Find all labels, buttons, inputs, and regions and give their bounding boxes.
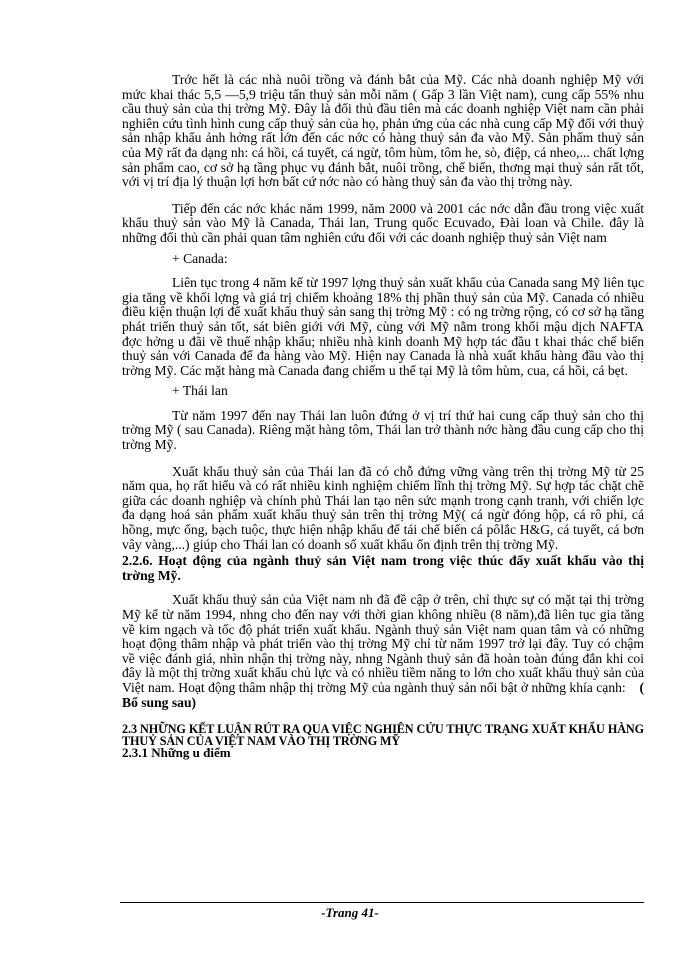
bullet-thailan: + Thái lan <box>172 383 228 399</box>
bullet-canada: + Canada: <box>172 250 228 266</box>
paragraph-competitors: Tiếp đến các nớc khác năm 1999, năm 2000 và 2001 các nớc dẫn đầu trong việc xuất khẩu thuỷ sản vào Mỹ là Canada, Thái lan, Trung quốc Ecuvado, Đài loan và Chile. đây là những đối thủ cần phải quan tâm nghiên cứu đối với các doanh nghiệp thuỷ sản Việt nam <box>122 200 644 245</box>
paragraph-us-producers: Trớc hết là các nhà nuôi trồng và đánh bắt của Mỹ. Các nhà doanh nghiệp Mỹ với mức khai thác 5,5 —5,9 triệu tấn thuỷ sản mỗi năm ( Gấp 3 lần Việt nam), cung cấp 55% nhu cầu thuỷ sản của thị trờng Mỹ. Đây là đối thủ đầu tiên mà các doanh nghiệp Việt nam cần phải nghiên cứu tình hình cung cấp thuỷ sản của họ, phản ứng của các nhà cung cấp Mỹ đối với thuỷ sản nhập khẩu ảnh hởng rất lớn đến các nớc có hàng thuỷ sản đa vào Mỹ. Sản phẩm thuỷ sản của Mỹ rất đa dạng nh: cá hồi, cá tuyết, cá ngừ, tôm hùm, tôm he, sò, điệp, cá nheo,... chất lợng sản phẩm cao, cơ sở hạ tầng phục vụ đánh bắt, nuôi trồng, chế biến, thơng mại thuỷ sản rất tốt, với vị trí địa lý thuận lợi hơn bất cứ nớc nào có hàng thuỷ sản đa vào thị trờng này. <box>122 72 644 190</box>
section-heading-2-3-1: 2.3.1 Những u điểm <box>122 745 231 761</box>
note-to-be-added: ( Bổ sung sau) <box>122 679 644 710</box>
paragraph-vietnam-activity <box>122 593 644 710</box>
paragraph-vietnam-activity-text: Xuất khẩu thuỷ sản của Việt nam nh đã đề cập ở trên, chỉ thực sự có mặt tại thị trờng Mỹ kể từ năm 1994, nhng cho đến nay với thời gian không nhiều (8 năm),đã liên tục gia tăng về kim ngạch và tốc độ phát triển xuất khẩu. Ngành thuỷ sản Việt nam quan tâm và có những hoạt động thâm nhập và phát triển vào thị trờng Mỹ chỉ từ năm 1997 trở lại đây. Tuy có chậm về việc đánh giá, nhìn nhận thị trờng này, nhng Ngành thuỷ sản đã hoàn toàn đúng đắn khi coi đây là một thị trờng xuất khẩu chủ lực và có nhiều tiềm năng to lớn cho xuất khẩu thuỷ sản của Việt nam. Hoạt động thâm nhập thị trờng Mỹ của ngành thuỷ sản nổi bật ở những khía cạnh: <box>122 592 644 695</box>
footer-divider <box>120 902 644 903</box>
paragraph-thailan-export: Xuất khẩu thuỷ sản của Thái lan đã có chỗ đứng vững vàng trên thị trờng Mỹ từ 25 năm qua, họ rất hiểu và có rất nhiều kinh nghiệm chiếm lĩnh thị trờng Mỹ. Sự hợp tác chặt chẽ giữa các doanh nghiệp và chính phủ Thái lan tạo nên sức mạnh trong cạnh tranh, với chiến lợc đa dạng hoá sản phẩm xuất khẩu thuỷ sản trên thị trờng Mỹ( cá ngừ đóng hộp, cá rô phi, cá hồng, mực ống, bạch tuộc, thực hiện nhập khẩu để tái chế biến cá pôlắc H&G, cá tuyết, cá bơn vây vàng,...) giúp cho Thái lan có doanh số xuất khẩu ổn định trên thị trờng Mỹ. <box>122 463 644 552</box>
paragraph-canada: Liên tục trong 4 năm kể từ 1997 lợng thuỷ sản xuất khẩu của Canada sang Mỹ liên tục gia tăng về khối lợng và giá trị chiếm khoảng 18% thị phần thuỷ sản của Mỹ. Canada có nhiều điều kiện thuận lợi để xuất khẩu thuỷ sản sang thị trờng Mỹ : có ng trờng rộng, có cơ sở hạ tầng phát triển thuỷ sản tốt, sát biên giới với Mỹ, cùng với Mỹ nằm trong khối mậu dịch NAFTA đợc hởng u đãi về thuế nhập khẩu; nhiều nhà kinh doanh Mỹ hợp tác đầu t khai thác chế biến thuỷ sản với Canada để đa hàng vào Mỹ. Hiện nay Canada là nhà xuất khẩu hàng đầu vào thị trờng Mỹ. Các mặt hàng mà Canada đang chiếm u thế tại Mỹ là tôm hùm, cua, cá hồi, cá bẹt. <box>122 275 644 378</box>
body-text <box>122 73 644 759</box>
section-heading-2-3: 2.3 NHỮNG KẾT LUẬN RÚT RA QUA VIỆC NGHIÊN CỨU THỰC TRẠNG XUẤT KHẨU HÀNG THUỶ SẢN CỦA VIỆT NAM VÀO THỊ TRỜNG MỸ <box>122 722 644 748</box>
paragraph-thailan-position: Từ năm 1997 đến nay Thái lan luôn đứng ở vị trí thứ hai cung cấp thuỷ sản cho thị trờng Mỹ ( sau Canada). Riêng mặt hàng tôm, Thái lan trở thành nớc hàng đầu cung cấp cho thị trờng Mỹ. <box>122 407 644 453</box>
page-number: -Trang 41- <box>321 905 379 920</box>
section-heading-2-2-6: 2.2.6. Hoạt động của ngành thuỷ sản Việt nam trong việc thúc đẩy xuất khẩu vào thị trờng Mỹ. <box>122 553 644 583</box>
